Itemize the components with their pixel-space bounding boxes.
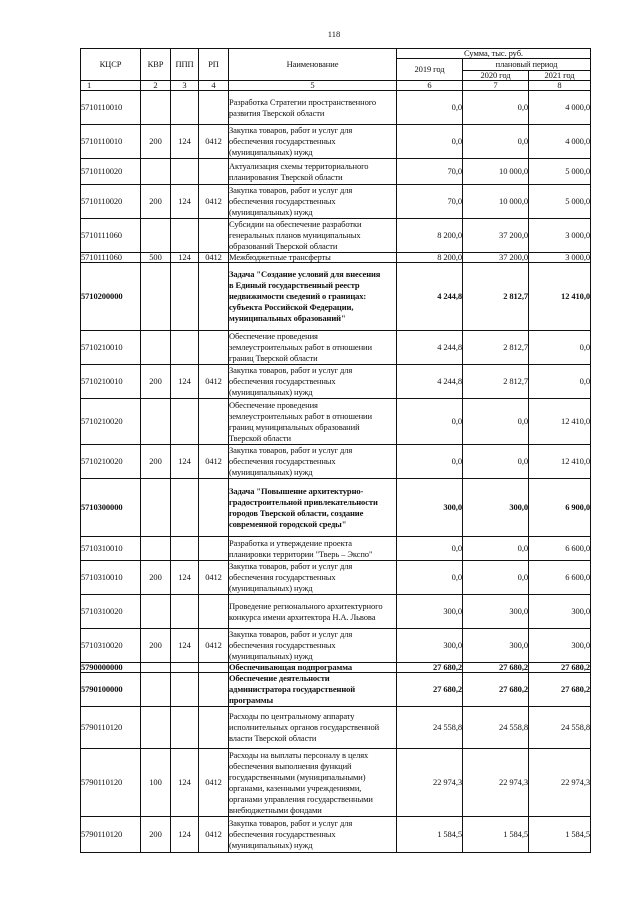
row-kcsr: 5710111060 — [81, 253, 141, 263]
row-amount-2020: 2 812,7 — [463, 331, 529, 365]
row-kvr — [141, 263, 171, 331]
row-name: Задача "Повышение архитектурно- градостроительной привлекательности городов Тверской области, создание современной городской среды" — [229, 479, 397, 537]
table-row — [81, 561, 591, 595]
row-amount-2020: 300,0 — [463, 595, 529, 629]
row-rp: 0412 — [199, 365, 229, 399]
row-amount-2019: 8 200,0 — [397, 219, 463, 253]
row-rp: 0412 — [199, 817, 229, 853]
row-amount-2021: 12 410,0 — [529, 263, 591, 331]
row-rp — [199, 663, 229, 673]
row-kvr: 200 — [141, 125, 171, 159]
row-amount-2020: 27 680,2 — [463, 673, 529, 707]
row-amount-2019: 24 558,8 — [397, 707, 463, 749]
row-amount-2021: 4 000,0 — [529, 125, 591, 159]
row-amount-2019: 300,0 — [397, 595, 463, 629]
row-amount-2019: 70,0 — [397, 185, 463, 219]
row-amount-2021: 22 974,3 — [529, 749, 591, 817]
row-amount-2019: 0,0 — [397, 91, 463, 125]
row-amount-2020: 27 680,2 — [463, 663, 529, 673]
row-rp — [199, 707, 229, 749]
row-kvr: 200 — [141, 561, 171, 595]
row-rp — [199, 595, 229, 629]
row-rp — [199, 479, 229, 537]
row-kvr: 500 — [141, 253, 171, 263]
header-year-2019: 2019 год — [397, 59, 463, 81]
row-amount-2019: 4 244,8 — [397, 263, 463, 331]
row-amount-2019: 70,0 — [397, 159, 463, 185]
row-ppp — [171, 159, 199, 185]
row-amount-2019: 27 680,2 — [397, 663, 463, 673]
table-row — [81, 125, 591, 159]
row-ppp: 124 — [171, 125, 199, 159]
header-rp: РП — [199, 49, 229, 81]
row-name: Закупка товаров, работ и услуг для обеспечения государственных (муниципальных) нужд — [229, 445, 397, 479]
row-rp: 0412 — [199, 561, 229, 595]
row-ppp — [171, 331, 199, 365]
row-amount-2020: 0,0 — [463, 125, 529, 159]
table-row — [81, 253, 591, 263]
row-ppp: 124 — [171, 253, 199, 263]
row-amount-2021: 24 558,8 — [529, 707, 591, 749]
row-amount-2021: 6 600,0 — [529, 537, 591, 561]
table-row — [81, 91, 591, 125]
row-name: Закупка товаров, работ и услуг для обеспечения государственных (муниципальных) нужд — [229, 365, 397, 399]
row-kcsr: 5710310010 — [81, 561, 141, 595]
row-amount-2020: 37 200,0 — [463, 253, 529, 263]
row-kvr — [141, 595, 171, 629]
row-ppp — [171, 595, 199, 629]
row-name: Разработка Стратегии пространственного развития Тверской области — [229, 91, 397, 125]
row-amount-2019: 0,0 — [397, 125, 463, 159]
row-kvr: 200 — [141, 629, 171, 663]
table-row — [81, 749, 591, 817]
row-kvr: 200 — [141, 365, 171, 399]
table-row — [81, 263, 591, 331]
row-ppp: 124 — [171, 817, 199, 853]
row-amount-2021: 5 000,0 — [529, 159, 591, 185]
header-planned-period: плановый период — [463, 59, 591, 71]
row-name: Закупка товаров, работ и услуг для обеспечения государственных (муниципальных) нужд — [229, 817, 397, 853]
table-row — [81, 365, 591, 399]
row-ppp: 124 — [171, 445, 199, 479]
row-name: Закупка товаров, работ и услуг для обеспечения государственных (муниципальных) нужд — [229, 561, 397, 595]
row-amount-2020: 22 974,3 — [463, 749, 529, 817]
row-amount-2019: 27 680,2 — [397, 673, 463, 707]
column-number: 2 — [141, 81, 171, 91]
table-row — [81, 479, 591, 537]
table-row — [81, 707, 591, 749]
column-number: 6 — [397, 81, 463, 91]
row-amount-2019: 4 244,8 — [397, 331, 463, 365]
row-name: Проведение регионального архитектурного конкурса имени архитектора Н.А. Львова — [229, 595, 397, 629]
row-ppp — [171, 479, 199, 537]
column-number: 7 — [463, 81, 529, 91]
row-amount-2021: 27 680,2 — [529, 663, 591, 673]
row-amount-2019: 0,0 — [397, 537, 463, 561]
row-amount-2020: 1 584,5 — [463, 817, 529, 853]
row-name: Обеспечение проведения землеустроительных работ в отношении границ Тверской области — [229, 331, 397, 365]
row-amount-2021: 4 000,0 — [529, 91, 591, 125]
table-row — [81, 673, 591, 707]
table-row — [81, 629, 591, 663]
table-header — [81, 49, 591, 91]
row-rp: 0412 — [199, 629, 229, 663]
row-kvr — [141, 91, 171, 125]
budget-table — [80, 48, 591, 853]
row-name: Разработка и утверждение проекта планировки территории "Тверь – Экспо" — [229, 537, 397, 561]
table-row — [81, 185, 591, 219]
table-row — [81, 817, 591, 853]
row-kvr: 200 — [141, 185, 171, 219]
row-kvr: 200 — [141, 817, 171, 853]
row-kcsr: 5710210010 — [81, 365, 141, 399]
row-rp: 0412 — [199, 125, 229, 159]
row-amount-2020: 10 000,0 — [463, 185, 529, 219]
row-rp: 0412 — [199, 253, 229, 263]
row-kvr — [141, 479, 171, 537]
row-amount-2019: 300,0 — [397, 629, 463, 663]
row-amount-2021: 0,0 — [529, 331, 591, 365]
row-kvr: 100 — [141, 749, 171, 817]
row-rp — [199, 331, 229, 365]
row-kcsr: 5710210020 — [81, 445, 141, 479]
row-kcsr: 5710300000 — [81, 479, 141, 537]
row-amount-2019: 22 974,3 — [397, 749, 463, 817]
table-row — [81, 445, 591, 479]
header-name: Наименование — [229, 49, 397, 81]
row-kvr — [141, 331, 171, 365]
row-amount-2021: 3 000,0 — [529, 219, 591, 253]
row-kvr — [141, 707, 171, 749]
row-amount-2021: 6 600,0 — [529, 561, 591, 595]
row-kcsr: 5790100000 — [81, 673, 141, 707]
row-kvr — [141, 219, 171, 253]
row-kcsr: 5710210010 — [81, 331, 141, 365]
column-number: 8 — [529, 81, 591, 91]
row-name: Закупка товаров, работ и услуг для обеспечения государственных (муниципальных) нужд — [229, 125, 397, 159]
row-kcsr: 5710110010 — [81, 91, 141, 125]
row-kcsr: 5790110120 — [81, 749, 141, 817]
row-kcsr: 5790000000 — [81, 663, 141, 673]
row-amount-2021: 12 410,0 — [529, 399, 591, 445]
row-name: Обеспечивающая подпрограмма — [229, 663, 397, 673]
row-rp — [199, 673, 229, 707]
row-kcsr: 5790110120 — [81, 707, 141, 749]
row-name: Расходы по центральному аппарату исполнительных органов государственной власти Тверской области — [229, 707, 397, 749]
row-amount-2019: 0,0 — [397, 561, 463, 595]
row-ppp — [171, 91, 199, 125]
row-amount-2021: 6 900,0 — [529, 479, 591, 537]
row-rp: 0412 — [199, 445, 229, 479]
row-ppp: 124 — [171, 749, 199, 817]
row-rp — [199, 91, 229, 125]
row-kvr — [141, 159, 171, 185]
row-rp: 0412 — [199, 749, 229, 817]
row-ppp: 124 — [171, 629, 199, 663]
row-kcsr: 5710310010 — [81, 537, 141, 561]
header-kvr: КВР — [141, 49, 171, 81]
row-amount-2021: 300,0 — [529, 595, 591, 629]
row-ppp — [171, 219, 199, 253]
table-row — [81, 331, 591, 365]
row-kvr — [141, 399, 171, 445]
row-amount-2020: 300,0 — [463, 479, 529, 537]
row-kcsr: 5710200000 — [81, 263, 141, 331]
row-rp — [199, 263, 229, 331]
row-amount-2019: 8 200,0 — [397, 253, 463, 263]
row-amount-2020: 37 200,0 — [463, 219, 529, 253]
row-kcsr: 5710110020 — [81, 159, 141, 185]
row-amount-2020: 2 812,7 — [463, 365, 529, 399]
row-amount-2021: 300,0 — [529, 629, 591, 663]
row-amount-2020: 0,0 — [463, 91, 529, 125]
header-sum: Сумма, тыс. руб. — [397, 49, 591, 59]
row-rp — [199, 219, 229, 253]
column-number: 5 — [229, 81, 397, 91]
row-amount-2020: 0,0 — [463, 561, 529, 595]
row-name: Актуализация схемы территориального планирования Тверской области — [229, 159, 397, 185]
row-amount-2020: 2 812,7 — [463, 263, 529, 331]
row-kcsr: 5710310020 — [81, 629, 141, 663]
row-ppp: 124 — [171, 185, 199, 219]
row-amount-2019: 0,0 — [397, 445, 463, 479]
header-kcsr: КЦСР — [81, 49, 141, 81]
row-ppp: 124 — [171, 561, 199, 595]
row-ppp: 124 — [171, 365, 199, 399]
row-amount-2020: 0,0 — [463, 399, 529, 445]
row-name: Закупка товаров, работ и услуг для обеспечения государственных (муниципальных) нужд — [229, 185, 397, 219]
row-amount-2021: 12 410,0 — [529, 445, 591, 479]
row-kcsr: 5710210020 — [81, 399, 141, 445]
row-kcsr: 5710310020 — [81, 595, 141, 629]
row-kvr — [141, 537, 171, 561]
header-year-2021: 2021 год — [529, 71, 591, 81]
column-number: 3 — [171, 81, 199, 91]
row-name: Закупка товаров, работ и услуг для обеспечения государственных (муниципальных) нужд — [229, 629, 397, 663]
row-kcsr: 5710111060 — [81, 219, 141, 253]
header-ppp: ППП — [171, 49, 199, 81]
row-amount-2021: 0,0 — [529, 365, 591, 399]
row-amount-2019: 0,0 — [397, 399, 463, 445]
row-amount-2020: 0,0 — [463, 445, 529, 479]
row-ppp — [171, 673, 199, 707]
row-kvr — [141, 663, 171, 673]
row-rp — [199, 537, 229, 561]
row-name: Задача "Создание условий для внесения в Единый государственный реестр недвижимости сведений о границах: субъекта Российской Федерации, муниципальных образований" — [229, 263, 397, 331]
row-amount-2020: 0,0 — [463, 537, 529, 561]
row-ppp — [171, 537, 199, 561]
page-number: 118 — [327, 29, 341, 39]
row-ppp — [171, 663, 199, 673]
table-body — [81, 91, 591, 853]
table-row — [81, 537, 591, 561]
column-number: 1 — [81, 81, 141, 91]
table-row — [81, 159, 591, 185]
row-amount-2020: 300,0 — [463, 629, 529, 663]
row-name: Обеспечение проведения землеустроительных работ в отношении границ муниципальных образований Тверской области — [229, 399, 397, 445]
row-amount-2021: 1 584,5 — [529, 817, 591, 853]
column-numbers-row — [81, 81, 591, 91]
row-amount-2019: 4 244,8 — [397, 365, 463, 399]
table-row — [81, 663, 591, 673]
row-kvr — [141, 673, 171, 707]
row-name: Субсидии на обеспечение разработки генеральных планов муниципальных образований Тверской области — [229, 219, 397, 253]
row-kcsr: 5710110010 — [81, 125, 141, 159]
row-rp — [199, 399, 229, 445]
row-amount-2021: 3 000,0 — [529, 253, 591, 263]
row-name: Обеспечение деятельности администратора государственной программы — [229, 673, 397, 707]
row-ppp — [171, 263, 199, 331]
row-rp: 0412 — [199, 185, 229, 219]
row-amount-2019: 300,0 — [397, 479, 463, 537]
row-amount-2020: 24 558,8 — [463, 707, 529, 749]
row-kcsr: 5710110020 — [81, 185, 141, 219]
header-year-2020: 2020 год — [463, 71, 529, 81]
row-amount-2019: 1 584,5 — [397, 817, 463, 853]
row-amount-2021: 5 000,0 — [529, 185, 591, 219]
row-name: Расходы на выплаты персоналу в целях обеспечения выполнения функций государственными (муниципальными) органами, казенными учреждениями, органами управления государственными внебюджетными фондами — [229, 749, 397, 817]
row-amount-2021: 27 680,2 — [529, 673, 591, 707]
column-number: 4 — [199, 81, 229, 91]
table-row — [81, 219, 591, 253]
row-ppp — [171, 399, 199, 445]
row-amount-2020: 10 000,0 — [463, 159, 529, 185]
table-row — [81, 399, 591, 445]
row-kcsr: 5790110120 — [81, 817, 141, 853]
row-kvr: 200 — [141, 445, 171, 479]
row-ppp — [171, 707, 199, 749]
table-row — [81, 595, 591, 629]
row-rp — [199, 159, 229, 185]
row-name: Межбюджетные трансферты — [229, 253, 397, 263]
